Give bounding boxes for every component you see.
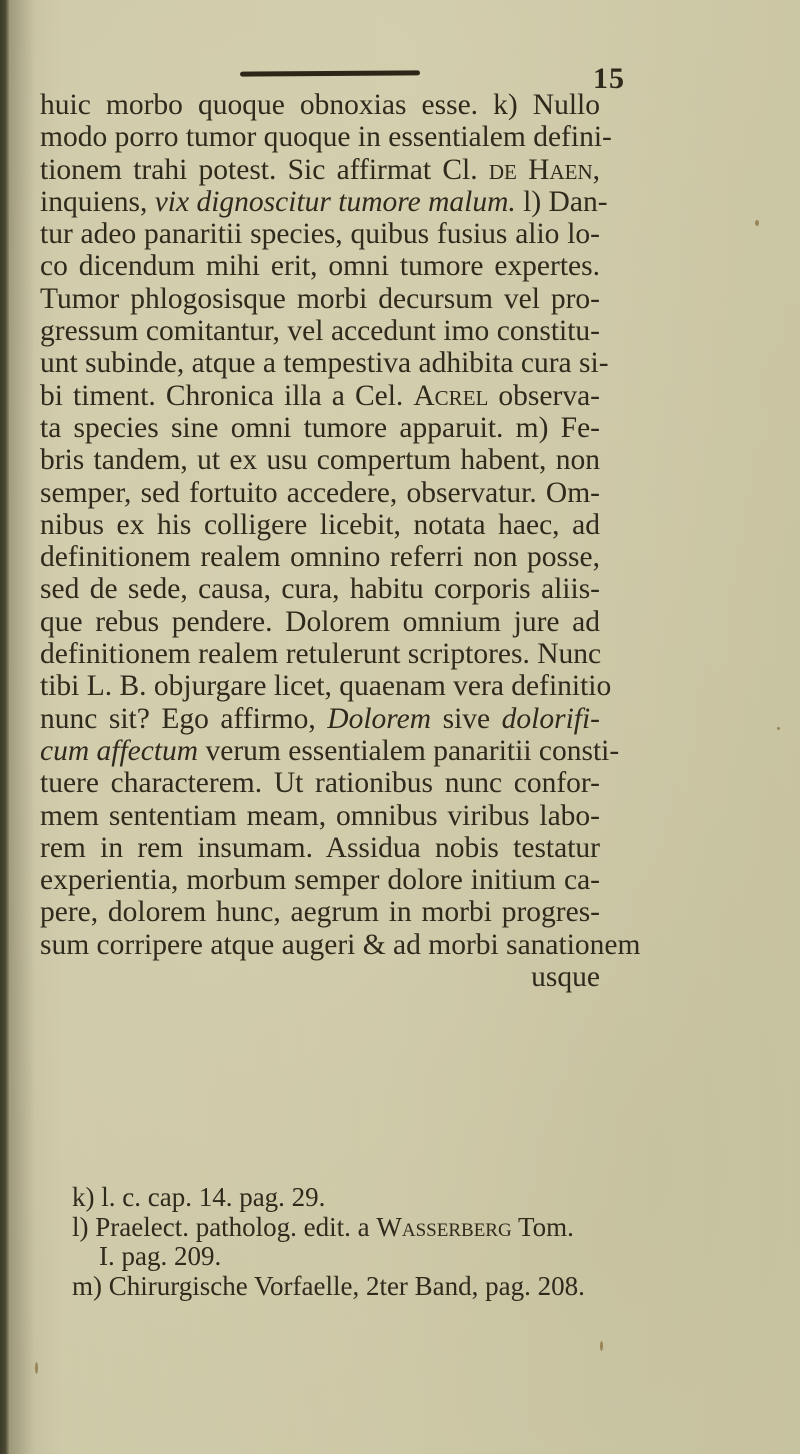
- text-line: bris tandem, ut ex usu compertum habent, non: [40, 444, 600, 477]
- quotation: vix dignoscitur tumore malum.: [154, 185, 516, 218]
- footnotes: [72, 1183, 592, 1301]
- author-name: Acrel: [413, 379, 489, 412]
- text-line: nibus ex his colligere licebit, notata haec, ad: [40, 508, 600, 541]
- text-line: rem in rem insumam. Assidua nobis testatur: [40, 831, 600, 864]
- paper-speck: [35, 1362, 38, 1374]
- body-text: [40, 89, 641, 994]
- text-line: definitionem realem retulerunt scriptores. Nunc: [40, 638, 602, 671]
- text-line: que rebus pendere. Dolorem omnium jure ad: [40, 605, 600, 638]
- footnote-m: m) Chirurgische Vorfaelle, 2ter Band, pag. 208.: [72, 1270, 585, 1301]
- footnote-l: l) Praelect. patholog. edit. a Wasserberg Tom.: [72, 1211, 574, 1242]
- text-line: experientia, morbum semper dolore initium ca-: [40, 864, 600, 897]
- text-line: co dicendum mihi erit, omni tumore expertes.: [40, 250, 600, 283]
- text-line: nunc sit? Ego affirmo, Dolorem sive dolorifi-: [40, 702, 600, 735]
- text-line: bi timent. Chronica illa a Cel. Acrel observa-: [40, 379, 600, 412]
- text-line: ta species sine omni tumore apparuit. m) Fe-: [40, 411, 600, 444]
- text-line: gressum comitantur, vel accedunt imo constitu-: [40, 315, 600, 348]
- page-number: 15: [593, 62, 625, 95]
- text-line: cum affectum verum essentialem panaritii consti-: [40, 734, 620, 767]
- text-line: sed de sede, causa, cura, habitu corporis aliis-: [40, 573, 600, 606]
- text-line: tibi L. B. objurgare licet, quaenam vera definitio: [40, 670, 612, 703]
- footnote-l-continuation: I. pag. 209.: [99, 1241, 222, 1271]
- text-line: sum corripere atque augeri & ad morbi sanationem: [40, 928, 641, 961]
- author-name: Wasserberg: [376, 1211, 512, 1242]
- text-line: huic morbo quoque obnoxias esse. k) Nullo: [40, 89, 600, 121]
- text-line: unt subinde, atque a tempestiva adhibita cura si-: [40, 347, 609, 380]
- paper-speck: [777, 727, 780, 730]
- paper-speck: [755, 220, 759, 226]
- text-line: modo porro tumor quoque in essentialem defini-: [40, 121, 612, 154]
- header-rule: [240, 70, 420, 76]
- author-name: de Haen: [488, 153, 593, 186]
- text-line: tionem trahi potest. Sic affirmat Cl. de Haen,: [40, 153, 600, 186]
- paper-speck: [600, 1341, 603, 1351]
- text-line: mem sententiam meam, omnibus viribus labo-: [40, 799, 600, 832]
- emphasis: Dolorem: [327, 702, 432, 735]
- text-line: pere, dolorem hunc, aegrum in morbi progres-: [40, 896, 600, 929]
- text-line: tuere characterem. Ut rationibus nunc confor-: [40, 767, 600, 800]
- text-line: definitionem realem omnino referri non posse,: [40, 541, 600, 574]
- text-line: semper, sed fortuito accedere, observatur. Om-: [40, 476, 600, 509]
- footnote-k: k) l. c. cap. 14. pag. 29.: [72, 1182, 326, 1212]
- emphasis: cum affectum: [40, 734, 199, 767]
- catchword: usque: [531, 961, 600, 994]
- binding-edge: [0, 0, 9, 1454]
- binding-shadow: [9, 0, 35, 1454]
- emphasis: dolorifi-: [501, 702, 600, 735]
- text-line: Tumor phlogosisque morbi decursum vel pro-: [40, 282, 600, 315]
- text-line: inquiens, vix dignoscitur tumore malum. l) Dan-: [40, 185, 608, 218]
- text-line: tur adeo panaritii species, quibus fusius alio lo-: [40, 218, 600, 251]
